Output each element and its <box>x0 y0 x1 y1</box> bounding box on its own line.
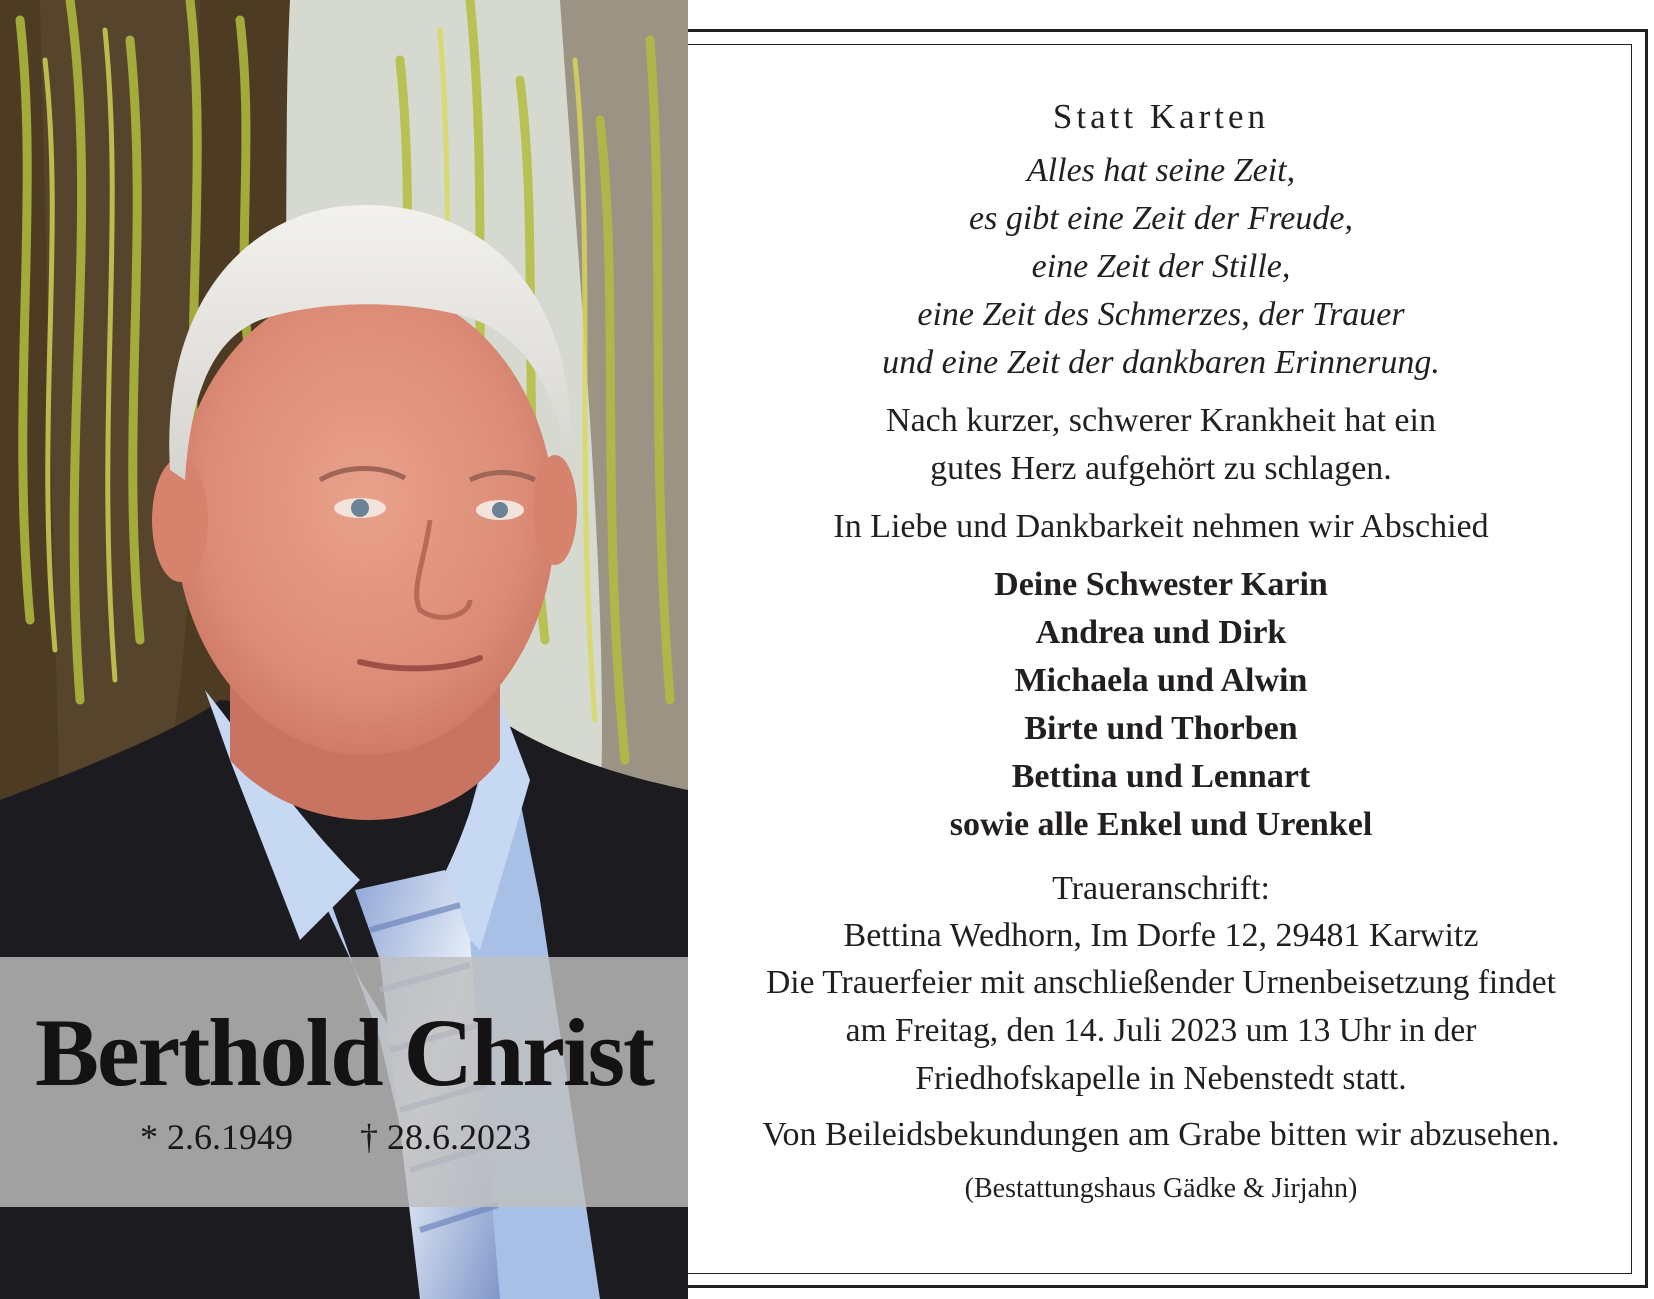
poem-line: eine Zeit des Schmerzes, der Trauer <box>917 296 1405 333</box>
funeral-line: Friedhofskapelle in Nebenstedt statt. <box>915 1060 1407 1097</box>
condolence-note <box>690 1111 1632 1159</box>
condolence-line: Von Beileidsbekundungen am Grabe bitten wir abzusehen. <box>762 1116 1560 1153</box>
poem-line: eine Zeit der Stille, <box>1031 248 1291 285</box>
obituary-text <box>690 80 1632 1209</box>
deceased-name: Berthold Christ <box>35 999 653 1106</box>
family-member: Bettina und Lennart <box>1011 758 1311 795</box>
message-line: gutes Herz aufgehört zu schlagen. <box>930 450 1392 487</box>
family-list <box>690 561 1632 849</box>
birth-date: * 2.6.1949 <box>140 1117 293 1157</box>
undertaker-note <box>690 1169 1632 1209</box>
family-member: sowie alle Enkel und Urenkel <box>949 806 1373 843</box>
family-member: Andrea und Dirk <box>1035 614 1287 651</box>
address-text: Bettina Wedhorn, Im Dorfe 12, 29481 Karwitz <box>843 917 1479 954</box>
portrait-photo <box>0 0 688 1299</box>
undertaker-line: (Bestattungshaus Gädke & Jirjahn) <box>964 1173 1358 1204</box>
poem <box>690 147 1632 387</box>
funeral-line: Die Trauerfeier mit anschließender Urnenbeisetzung findet <box>766 964 1556 1001</box>
family-member: Michaela und Alwin <box>1014 662 1308 699</box>
poem-line: und eine Zeit der dankbaren Erinnerung. <box>882 344 1440 381</box>
funeral-info <box>690 959 1632 1103</box>
heading: Statt Karten <box>1052 97 1270 136</box>
funeral-line: am Freitag, den 14. Juli 2023 um 13 Uhr in der <box>845 1012 1477 1049</box>
family-member: Birte und Thorben <box>1024 710 1298 747</box>
poem-line: es gibt eine Zeit der Freude, <box>969 200 1353 237</box>
farewell <box>690 503 1632 551</box>
poem-line: Alles hat seine Zeit, <box>1026 152 1296 189</box>
mourning-address <box>690 865 1632 959</box>
family-member: Deine Schwester Karin <box>994 566 1328 603</box>
message-line: Nach kurzer, schwerer Krankheit hat ein <box>886 402 1436 439</box>
message <box>690 397 1632 493</box>
address-label: Traueranschrift: <box>1052 870 1270 907</box>
death-date: † 28.6.2023 <box>360 1117 531 1157</box>
farewell-line: In Liebe und Dankbarkeit nehmen wir Abschied <box>833 508 1489 545</box>
